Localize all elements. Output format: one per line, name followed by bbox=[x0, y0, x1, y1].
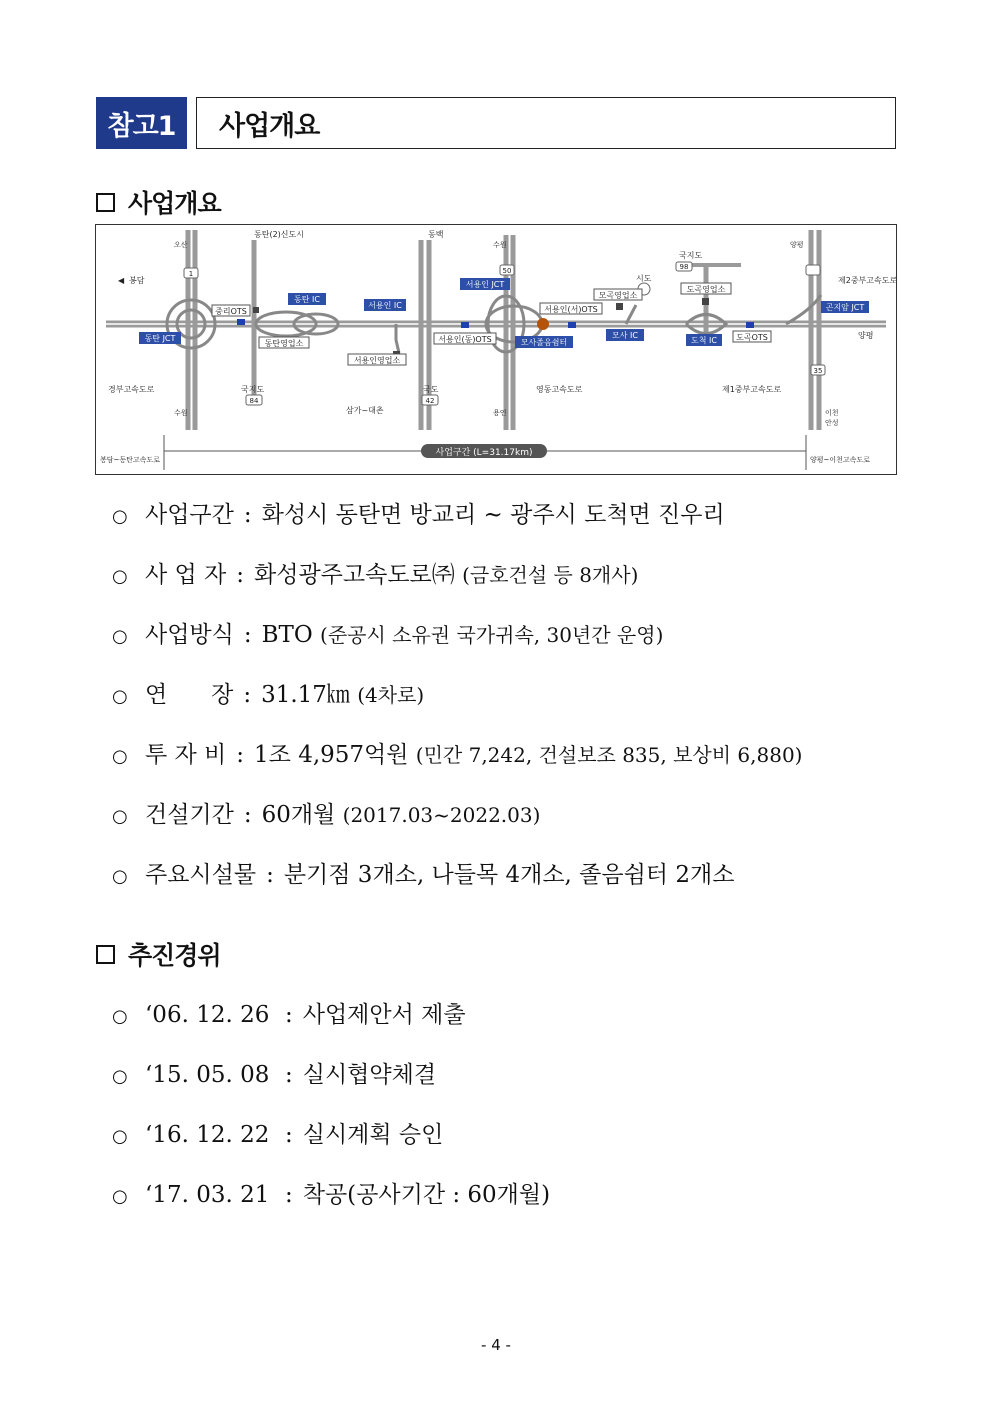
overview-item-section: ○ 사업구간 : 화성시 동탄면 방교리 ~ 광주시 도척면 진우리 bbox=[112, 502, 725, 528]
checkbox-square-icon bbox=[96, 945, 115, 964]
history-item: ○ ‘06. 12. 26 : 사업제안서 제출 bbox=[112, 1002, 466, 1028]
svg-text:영동고속도로: 영동고속도로 bbox=[536, 385, 583, 394]
section-title: 추진경위 bbox=[128, 941, 221, 970]
svg-text:동탄(2)신도시: 동탄(2)신도시 bbox=[254, 230, 304, 239]
svg-text:사업구간 (L=31.17km): 사업구간 (L=31.17km) bbox=[435, 448, 533, 458]
svg-text:98: 98 bbox=[679, 263, 689, 271]
svg-text:시도: 시도 bbox=[636, 274, 652, 283]
svg-text:동백: 동백 bbox=[428, 230, 444, 239]
svg-text:서용인(서)OTS: 서용인(서)OTS bbox=[544, 305, 598, 314]
svg-text:삼가~대촌: 삼가~대촌 bbox=[346, 406, 384, 415]
svg-text:동탄 IC: 동탄 IC bbox=[294, 295, 320, 304]
svg-text:양평: 양평 bbox=[858, 331, 874, 340]
svg-text:모곡영업소: 모곡영업소 bbox=[598, 291, 638, 300]
overview-item-length: ○ 연 장 : 31.17㎞ (4차로) bbox=[112, 682, 425, 708]
page-number: - 4 - bbox=[481, 1336, 511, 1354]
svg-text:서용인영업소: 서용인영업소 bbox=[353, 356, 401, 365]
svg-text:도곡영업소: 도곡영업소 bbox=[686, 285, 726, 294]
svg-text:중리OTS: 중리OTS bbox=[215, 307, 247, 316]
svg-text:곤지암 JCT: 곤지암 JCT bbox=[825, 303, 865, 312]
svg-text:35: 35 bbox=[813, 367, 823, 375]
svg-text:경부고속도로: 경부고속도로 bbox=[108, 385, 155, 394]
svg-text:42: 42 bbox=[425, 397, 435, 405]
svg-text:서용인 JCT: 서용인 JCT bbox=[465, 280, 505, 289]
history-item: ○ ‘17. 03. 21 : 착공(공사기간 : 60개월) bbox=[112, 1182, 551, 1208]
svg-text:50: 50 bbox=[502, 267, 512, 275]
svg-text:봉담~동탄고속도로: 봉담~동탄고속도로 bbox=[100, 456, 160, 464]
overview-item-period: ○ 건설기간 : 60개월 (2017.03~2022.03) bbox=[112, 802, 541, 828]
section-title: 사업개요 bbox=[128, 189, 221, 218]
svg-text:모사졸음쉼터: 모사졸음쉼터 bbox=[520, 338, 568, 347]
svg-text:안성: 안성 bbox=[825, 419, 839, 427]
svg-text:수원: 수원 bbox=[174, 409, 188, 417]
svg-text:국도: 국도 bbox=[423, 385, 439, 394]
svg-text:봉담: 봉담 bbox=[129, 276, 145, 285]
route-map bbox=[95, 224, 897, 475]
svg-text:이천: 이천 bbox=[825, 409, 839, 417]
svg-text:동탄 JCT: 동탄 JCT bbox=[144, 334, 176, 343]
overview-item-operator: ○ 사 업 자 : 화성광주고속도로㈜ (금호건설 등 8개사) bbox=[112, 562, 639, 588]
overview-item-investment: ○ 투 자 비 : 1조 4,957억원 (민간 7,242, 건설보조 835, 보상비 6,880) bbox=[112, 742, 803, 768]
svg-text:국지도: 국지도 bbox=[679, 251, 703, 260]
svg-text:동탄영업소: 동탄영업소 bbox=[264, 339, 304, 348]
reference-title-box bbox=[196, 97, 896, 149]
history-item: ○ ‘16. 12. 22 : 실시계획 승인 bbox=[112, 1122, 444, 1148]
reference-tag: 참고1 bbox=[96, 97, 187, 149]
svg-text:용인: 용인 bbox=[493, 409, 507, 417]
reference-title: 사업개요 bbox=[219, 110, 320, 142]
svg-text:제1중부고속도로: 제1중부고속도로 bbox=[722, 385, 782, 394]
overview-item-facilities: ○ 주요시설물 : 분기점 3개소, 나들목 4개소, 졸음쉼터 2개소 bbox=[112, 862, 735, 888]
svg-text:모사 IC: 모사 IC bbox=[612, 331, 638, 340]
svg-text:84: 84 bbox=[249, 397, 259, 405]
svg-text:양평: 양평 bbox=[790, 241, 804, 249]
crossing-roads bbox=[188, 230, 819, 430]
overview-item-method: ○ 사업방식 : BTO (준공시 소유권 국가귀속, 30년간 운영) bbox=[112, 622, 664, 648]
svg-text:오산: 오산 bbox=[174, 241, 188, 249]
reference-header bbox=[96, 97, 896, 149]
section-heading-history bbox=[96, 936, 221, 972]
checkbox-square-icon bbox=[96, 193, 115, 212]
svg-text:◀: ◀ bbox=[118, 276, 125, 285]
svg-text:국지도: 국지도 bbox=[241, 385, 265, 394]
svg-text:수원: 수원 bbox=[493, 241, 507, 249]
svg-text:양평~이천고속도로: 양평~이천고속도로 bbox=[810, 456, 870, 464]
history-item: ○ ‘15. 05. 08 : 실시협약체결 bbox=[112, 1062, 437, 1088]
svg-text:제2중부고속도로: 제2중부고속도로 bbox=[838, 276, 898, 285]
svg-text:도곡OTS: 도곡OTS bbox=[736, 333, 768, 342]
section-heading-overview bbox=[96, 184, 221, 220]
svg-text:서용인(동)OTS: 서용인(동)OTS bbox=[438, 335, 492, 344]
route-map-svg bbox=[96, 225, 897, 475]
svg-text:도척 IC: 도척 IC bbox=[691, 336, 717, 345]
svg-text:1: 1 bbox=[188, 270, 194, 278]
svg-text:서용인 IC: 서용인 IC bbox=[368, 301, 402, 310]
